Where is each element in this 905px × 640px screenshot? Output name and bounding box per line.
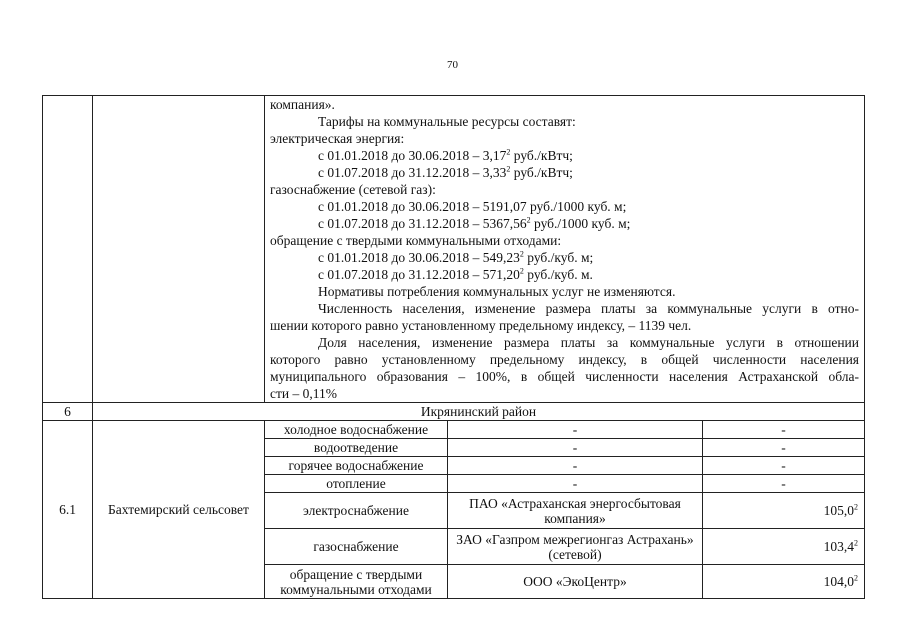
service-name: водоотведение	[265, 439, 448, 457]
service-provider: ЗАО «Газпром межрегионгаз Астрахань» (сетевой)	[448, 529, 703, 565]
tariff-index-value: -	[781, 458, 786, 473]
text-line-main: с 01.01.2018 до 30.06.2018 – 549,23	[318, 250, 520, 265]
service-name: холодное водоснабжение	[265, 421, 448, 439]
tariff-table	[42, 95, 865, 599]
text-line-main: Численность населения, изменение размера платы за коммунальные услуги в отно-	[318, 301, 859, 316]
text-line-tail: руб./куб. м.	[523, 267, 593, 282]
tariff-index-value: -	[781, 422, 786, 437]
text-line-main: с 01.07.2018 до 31.12.2018 – 5367,56	[318, 216, 527, 231]
footnote-mark: 2	[506, 147, 511, 157]
tariff-index	[703, 475, 865, 493]
service-name: горячее водоснабжение	[265, 457, 448, 475]
text-line	[270, 181, 859, 198]
text-line-main: с 01.07.2018 до 31.12.2018 – 571,20	[318, 267, 520, 282]
text-line-tail: руб./кВтч;	[510, 165, 573, 180]
text-line	[270, 232, 859, 249]
footnote-mark: 2	[519, 266, 524, 276]
tariff-index	[703, 493, 865, 529]
tariff-index	[703, 457, 865, 475]
page-number: 70	[447, 59, 458, 71]
text-line	[270, 266, 859, 283]
tariff-index-value: -	[781, 440, 786, 455]
continuation-number-cell	[43, 96, 93, 403]
service-name: обращение с твердыми коммунальными отходами	[265, 565, 448, 599]
tariff-index	[703, 565, 865, 599]
text-line-tail: руб./куб. м;	[523, 250, 594, 265]
text-line-tail: руб./кВтч;	[510, 148, 573, 163]
tariff-index	[703, 439, 865, 457]
service-provider: -	[448, 439, 703, 457]
text-line	[270, 368, 859, 385]
text-line	[270, 130, 859, 147]
text-line-main: сти – 0,11%	[270, 386, 337, 401]
subdivision-number: 6.1	[43, 421, 93, 599]
subdivision-name: Бахтемирский сельсовет	[93, 421, 265, 599]
tariff-index	[703, 421, 865, 439]
text-line	[270, 215, 859, 232]
text-line	[270, 96, 859, 113]
text-line-main: компания».	[270, 97, 335, 112]
footnote-mark: 2	[526, 215, 531, 225]
text-line-main: Нормативы потребления коммунальных услуг не изменяются.	[318, 284, 676, 299]
continuation-text-cell	[265, 96, 865, 403]
tariff-index-value: 104,0	[823, 574, 854, 589]
tariff-index-value: 103,4	[823, 539, 854, 554]
text-line	[270, 351, 859, 368]
district-row	[43, 403, 865, 421]
text-line-main: с 01.01.2018 до 30.06.2018 – 3,17	[318, 148, 507, 163]
text-line-main: Доля населения, изменение размера платы за коммунальные услуги в отношении	[318, 335, 859, 350]
text-line-tail: руб./1000 куб. м;	[530, 216, 631, 231]
service-name: отопление	[265, 475, 448, 493]
text-line	[270, 385, 859, 402]
text-line	[270, 198, 859, 215]
text-line	[270, 113, 859, 130]
service-provider: -	[448, 457, 703, 475]
text-line-main: обращение с твердыми коммунальными отходами:	[270, 233, 562, 248]
footnote-mark: 2	[854, 538, 858, 548]
text-line-main: газоснабжение (сетевой газ):	[270, 182, 436, 197]
tariff-index-value: 105,0	[823, 503, 854, 518]
text-line-main: муниципального образования – 100%, в общей численности населения Астраханской обла-	[270, 369, 859, 384]
text-line-main: которого равно установленному предельному индексу, в общей численности населения	[270, 352, 859, 367]
service-provider: ПАО «Астраханская энергосбытовая компания»	[448, 493, 703, 529]
text-line-main: шении которого равно установленному предельному индексу, – 1139 чел.	[270, 318, 692, 333]
text-line	[270, 283, 859, 300]
text-line	[270, 334, 859, 351]
service-provider: ООО «ЭкоЦентр»	[448, 565, 703, 599]
text-line	[270, 300, 859, 317]
text-line-main: с 01.01.2018 до 30.06.2018 – 5191,07 руб./1000 куб. м;	[318, 199, 627, 214]
service-provider: -	[448, 421, 703, 439]
continuation-name-cell	[93, 96, 265, 403]
district-number: 6	[43, 403, 93, 421]
text-line-main: с 01.07.2018 до 31.12.2018 – 3,33	[318, 165, 507, 180]
footnote-mark: 2	[854, 502, 858, 512]
service-name: газоснабжение	[265, 529, 448, 565]
tariff-index-value: -	[781, 476, 786, 491]
text-line-main: электрическая энергия:	[270, 131, 405, 146]
continuation-row	[43, 96, 865, 403]
text-line	[270, 317, 859, 334]
text-line-main: Тарифы на коммунальные ресурсы составят:	[318, 114, 576, 129]
footnote-mark: 2	[506, 164, 511, 174]
tariff-description	[265, 96, 864, 402]
footnote-mark: 2	[854, 573, 858, 583]
service-name: электроснабжение	[265, 493, 448, 529]
service-row	[43, 421, 865, 439]
text-line	[270, 164, 859, 181]
district-name: Икрянинский район	[93, 403, 865, 421]
text-line	[270, 249, 859, 266]
text-line	[270, 147, 859, 164]
footnote-mark: 2	[519, 249, 524, 259]
service-provider: -	[448, 475, 703, 493]
tariff-index	[703, 529, 865, 565]
